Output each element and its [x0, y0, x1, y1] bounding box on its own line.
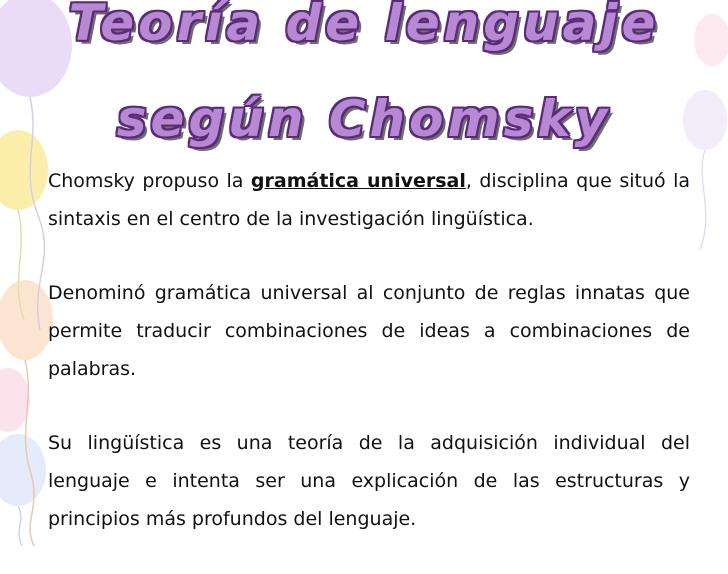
- balloon-blue: [0, 434, 46, 506]
- balloon-string: [700, 150, 706, 250]
- slide-title-line-2: según Chomsky: [116, 90, 612, 148]
- term-gramatica-universal: gramática universal: [250, 170, 466, 192]
- paragraph-1-rest: , disciplina que situó la sintaxis en el centro de la investigación lingüística.: [48, 170, 690, 230]
- paragraph-3: Su lingüística es una teoría de la adquisición individual del lenguaje e intenta ser una explicación de las estructuras y principios más profundos del lenguaje.: [48, 432, 690, 530]
- paragraph-1: [48, 162, 690, 238]
- slide-body: [48, 162, 690, 574]
- balloon-string: [18, 506, 22, 546]
- paragraph-1-intro: Chomsky propuso la: [48, 170, 251, 192]
- paragraph-2: Denominó gramática universal al conjunto de reglas innatas que permite traducir combinaciones de ideas a combinaciones de palabras.: [48, 282, 690, 380]
- balloon-peach: [0, 280, 53, 360]
- slide-title-line-1: Teoría de lenguaje: [68, 0, 660, 52]
